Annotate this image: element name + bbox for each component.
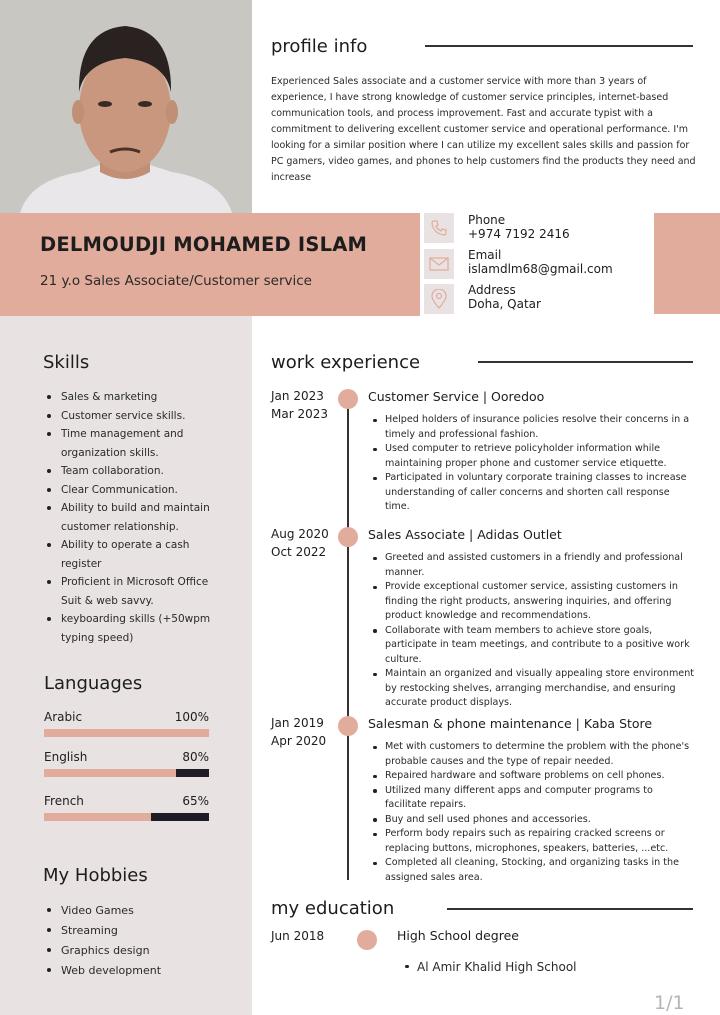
job-duty: Provide exceptional customer service, assisting customers in finding the right products, answering inquiries, and offering product knowledge and recommendations. [371, 580, 697, 624]
contact-phone [468, 213, 570, 241]
language-name: English [44, 750, 88, 764]
address-value: Doha, Qatar [468, 297, 541, 311]
email-value[interactable]: islamdlm68@gmail.com [468, 262, 613, 276]
job-duty: Met with customers to determine the problem with the phone's probable causes and the type of repair needed. [371, 740, 697, 769]
contact-address [468, 283, 541, 311]
education-dot [357, 930, 377, 950]
email-icon [424, 249, 454, 279]
skill-item: Clear Communication. [44, 481, 224, 500]
job-title: Salesman & phone maintenance | Kaba Store [368, 716, 653, 731]
page-number: 1/1 [654, 992, 685, 1014]
job-duty: Perform body repairs such as repairing cracked screens or replacing buttons, microphones, speakers, batteries, ...etc. [371, 827, 697, 856]
job-duty: Greeted and assisted customers in a friendly and professional manner. [371, 551, 697, 580]
language-level-fill [44, 813, 151, 821]
accent-block [654, 213, 720, 314]
job-duty: Buy and sell used phones and accessories. [371, 813, 697, 828]
language-level-bar [44, 729, 209, 737]
name-band [0, 213, 420, 316]
job-role: 21 y.o Sales Associate/Customer service [40, 273, 312, 289]
contact-email [468, 248, 613, 276]
education-list [403, 959, 663, 975]
job-end-date: Oct 2022 [271, 545, 327, 559]
skill-item: Team collaboration. [44, 462, 224, 481]
job-duty: Helped holders of insurance policies resolve their concerns in a timely and professional fashion. [371, 413, 697, 442]
education-degree: High School degree [397, 928, 519, 943]
job-duty: Used computer to retrieve policyholder information while maintaining proper phone and customer service etiquette. [371, 442, 697, 471]
language-percent: 80% [182, 750, 209, 764]
full-name: DELMOUDJI MOHAMED ISLAM [40, 233, 368, 256]
education-school: Al Amir Khalid High School [403, 959, 663, 975]
language-level-bar [44, 769, 209, 777]
language-level-fill [44, 729, 209, 737]
education-title: my education [271, 898, 395, 919]
job-start-date: Jan 2019 [271, 716, 324, 730]
profile-photo [0, 0, 252, 213]
phone-value[interactable]: +974 7192 2416 [468, 227, 570, 241]
address-label: Address [468, 283, 516, 297]
skill-item: Time management and organization skills. [44, 425, 224, 462]
person-portrait [0, 0, 252, 213]
job-dates [271, 387, 328, 423]
language-name: Arabic [44, 710, 83, 724]
phone-label: Phone [468, 213, 506, 227]
hobbies-title: My Hobbies [43, 865, 148, 886]
experience-title: work experience [271, 352, 421, 373]
job-title: Customer Service | Ooredoo [368, 389, 545, 404]
job-start-date: Aug 2020 [271, 527, 329, 541]
skills-list [44, 388, 224, 647]
job-duty: Collaborate with team members to achieve store goals, participate in team meetings, and contribute to a positive work culture. [371, 624, 697, 668]
skill-item: Ability to operate a cash register [44, 536, 224, 573]
language-level-bar [44, 813, 209, 821]
hobbies-list [44, 901, 224, 981]
job-duty: Utilized many different apps and computer programs to facilitate repairs. [371, 784, 697, 813]
job-duty: Participated in voluntary corporate training classes to increase understanding of caller concerns and shorten call response time. [371, 471, 697, 515]
language-level-fill [44, 769, 176, 777]
timeline-dot [338, 527, 358, 547]
education-date: Jun 2018 [271, 929, 325, 943]
skill-item: Proficient in Microsoft Office Suit & web savvy. [44, 573, 224, 610]
timeline-line [347, 398, 349, 880]
hobby-item: Graphics design [44, 941, 224, 961]
job-duties-list [371, 413, 697, 515]
profile-title: profile info [271, 36, 368, 57]
language-percent: 65% [182, 794, 209, 808]
timeline-dot [338, 716, 358, 736]
language-name: French [44, 794, 84, 808]
hobby-item: Video Games [44, 901, 224, 921]
job-duty: Completed all cleaning, Stocking, and organizing tasks in the assigned sales area. [371, 856, 697, 885]
profile-rule [425, 45, 693, 47]
job-start-date: Jan 2023 [271, 389, 324, 403]
skill-item: keyboarding skills (+50wpm typing speed) [44, 610, 224, 647]
job-duties-list [371, 740, 697, 885]
job-title: Sales Associate | Adidas Outlet [368, 527, 562, 542]
language-percent: 100% [174, 710, 209, 724]
education-rule [447, 908, 693, 910]
job-duty: Maintain an organized and visually appealing store environment by restocking shelves, arranging merchandise, and ensuring accurate product displays. [371, 667, 697, 711]
job-end-date: Apr 2020 [271, 734, 327, 748]
experience-rule [478, 361, 693, 363]
skill-item: Customer service skills. [44, 407, 224, 426]
languages-title: Languages [44, 673, 143, 694]
location-pin-icon [424, 284, 454, 314]
skill-item: Ability to build and maintain customer relationship. [44, 499, 224, 536]
hobby-item: Web development [44, 961, 224, 981]
skills-title: Skills [43, 352, 90, 373]
job-dates [271, 714, 326, 750]
timeline-dot [338, 389, 358, 409]
job-end-date: Mar 2023 [271, 407, 328, 421]
job-duty: Repaired hardware and software problems on cell phones. [371, 769, 697, 784]
job-duties-list [371, 551, 697, 711]
phone-icon [424, 213, 454, 243]
skill-item: Sales & marketing [44, 388, 224, 407]
hobby-item: Streaming [44, 921, 224, 941]
email-label: Email [468, 248, 502, 262]
job-dates [271, 525, 329, 561]
profile-text: Experienced Sales associate and a customer service with more than 3 years of experience, I have strong knowledge of customer service principles, internet-based communication tools, and process improvement. Fast and accurate typist with a commitment to delivering excellent customer service and operational performance. I'm looking for a similar position where I can utilize my excellent sales skills and passion for PC gamers, video games, and phones to help customers find the products they need and increase [271, 76, 696, 183]
